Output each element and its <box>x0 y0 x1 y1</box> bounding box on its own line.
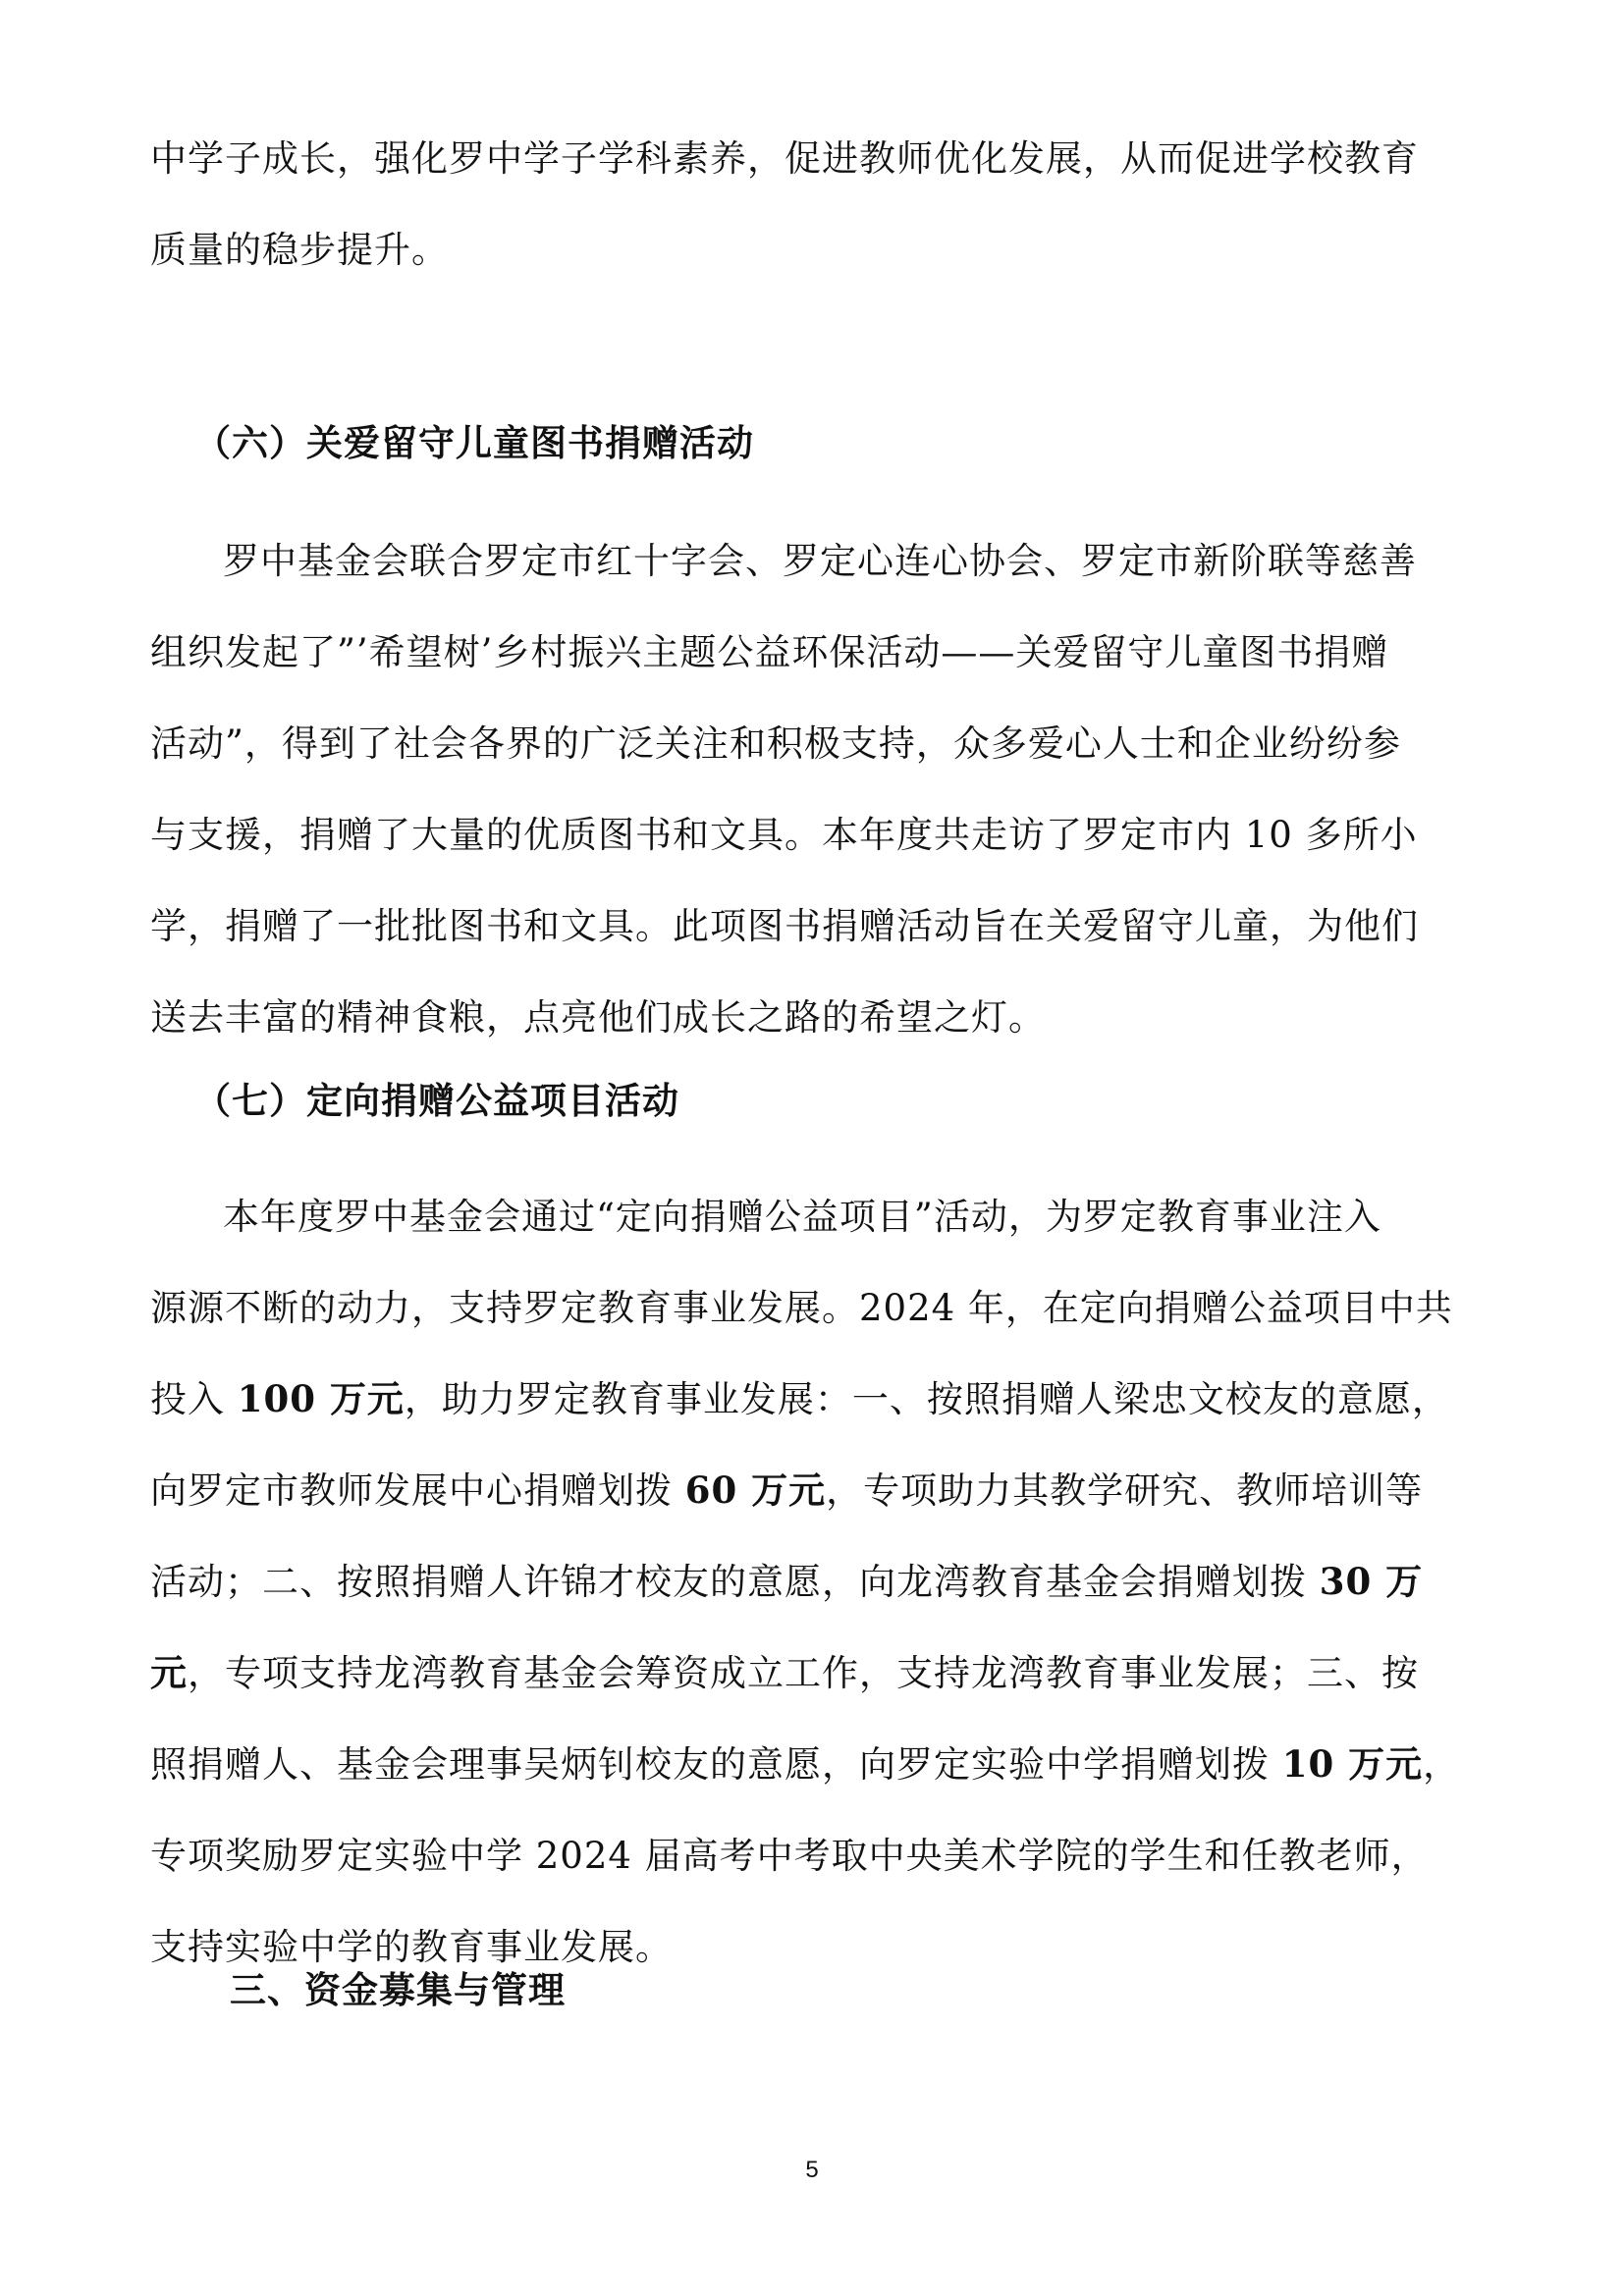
paragraph-book-donation <box>150 515 1486 1063</box>
text-run: ， <box>1423 1743 1461 1786</box>
text-line: 与支援，捐赠了大量的优质图书和文具。本年度共走访了罗定市内 10 多所小 <box>150 814 1418 856</box>
text-line: 组织发起了”’希望树’乡村振兴主题公益环保活动——关爱留守儿童图书捐赠 <box>150 631 1389 673</box>
text-run: 活动；二、按照捐赠人许锦才校友的意愿，向龙湾教育基金会捐赠划拨 <box>150 1561 1320 1603</box>
text-line: 本年度罗中基金会通过“定向捐赠公益项目”活动，为罗定教育事业注入 <box>223 1196 1381 1238</box>
text-run: 向罗定市教师发展中心捐赠划拨 <box>150 1469 685 1512</box>
paragraph-directed-donation <box>150 1171 1486 1993</box>
text-line: 学，捐赠了一批批图书和文具。此项图书捐赠活动旨在关爱留守儿童，为他们 <box>150 905 1419 947</box>
text-line: 源源不断的动力，支持罗定教育事业发展。2024 年，在定向捐赠公益项目中共 <box>150 1287 1453 1329</box>
amount-30-wan: 30 万 <box>1319 1560 1424 1603</box>
page-number: 5 <box>805 2157 819 2183</box>
text-run: ，助力罗定教育事业发展：一、按照捐赠人梁忠文校友的意愿， <box>404 1378 1449 1420</box>
text-run: ，专项助力其教学研究、教师培训等 <box>826 1469 1424 1512</box>
text-line <box>150 1354 1486 1445</box>
text-line: 送去丰富的精神食粮，点亮他们成长之路的希望之灯。 <box>150 996 1046 1039</box>
amount-100-wan: 100 万元 <box>237 1377 405 1420</box>
text-run: 投入 <box>150 1378 238 1420</box>
text-run: ，专项支持龙湾教育基金会筹资成立工作，支持龙湾教育事业发展；三、按 <box>188 1652 1419 1694</box>
text-line: 罗中基金会联合罗定市红十字会、罗定心连心协会、罗定市新阶联等慈善 <box>223 540 1417 582</box>
text-line: 质量的稳步提升。 <box>150 229 449 271</box>
section-heading-three: 三、资金募集与管理 <box>230 1968 566 2011</box>
amount-30-wan-unit: 元 <box>150 1651 188 1694</box>
amount-10-wan: 10 万元 <box>1281 1742 1424 1786</box>
section-heading-six: （六）关爱留守儿童图书捐赠活动 <box>194 421 754 464</box>
text-line: 活动”，得到了社会各界的广泛关注和积极支持，众多爱心人士和企业纷纷参 <box>150 722 1401 765</box>
text-line: 支持实验中学的教育事业发展。 <box>150 1926 673 1968</box>
section-heading-seven: （七）定向捐赠公益项目活动 <box>194 1079 679 1122</box>
text-line <box>150 1628 1486 1719</box>
paragraph-continuation <box>150 113 1486 295</box>
text-line <box>150 1719 1486 1810</box>
text-line: 专项奖励罗定实验中学 2024 届高考中考取中央美术学院的学生和任教老师， <box>150 1835 1429 1877</box>
text-line <box>150 1536 1486 1628</box>
amount-60-wan: 60 万元 <box>684 1468 827 1512</box>
text-line <box>150 1445 1486 1536</box>
text-line: 中学子成长，强化罗中学子学科素养，促进教师优化发展，从而促进学校教育 <box>150 137 1419 180</box>
text-run: 照捐赠人、基金会理事吴炳钊校友的意愿，向罗定实验中学捐赠划拨 <box>150 1743 1282 1786</box>
